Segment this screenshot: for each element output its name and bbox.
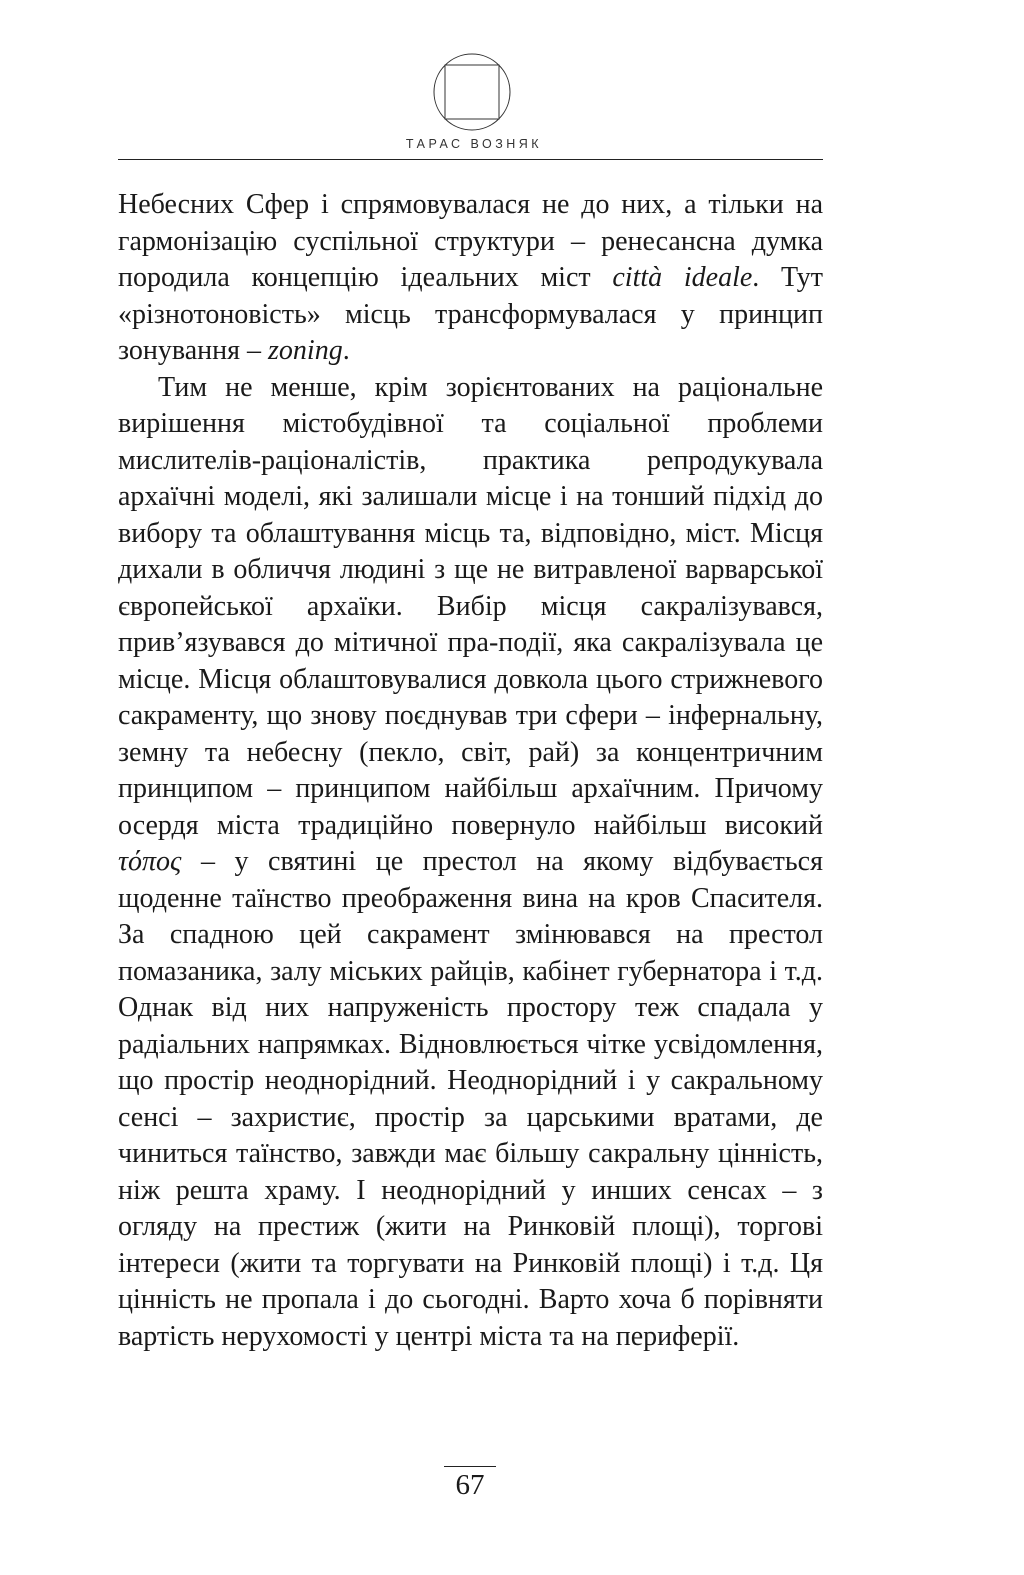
- header-rule: [118, 159, 823, 160]
- running-head: ТАРАС ВОЗНЯК: [405, 137, 543, 151]
- paragraph-1: Небесних Сфер і спрямовувалася не до них, а тільки на гармонізацію суспільної структури – ренесансна думка породила концепцію ідеальних міст città ideale. Тут «різнотоновість» місць трансформувалася у принцип зонування – zoning.: [118, 189, 823, 366]
- italic-term: zoning: [268, 335, 343, 366]
- circle-square-emblem-icon: [432, 52, 512, 132]
- italic-term: τόπος: [118, 846, 182, 877]
- page-number: 67: [444, 1466, 496, 1502]
- body-text: [118, 187, 823, 1355]
- italic-term: città ideale: [612, 262, 753, 293]
- paragraph-2: Тим не менше, крім зорієнтованих на раціональне вирішення містобудівної та соціальної проблеми мислителів-раціоналістів, практика репродукувала архаїчні моделі, які залишали місце і на тонший підхід до вибору та облаштування місць та, відповідно, міст. Місця дихали в обличчя людині з ще не витравленої варварської європейської архаїки. Вибір місця сакралізувався, прив’язувався до мітичної пра-події, яка сакралізувала це місце. Місця облаштовувалися довкола цього стрижневого сакраменту, що знову поєднував три сфери – інфернальну, земну та небесну (пекло, світ, рай) за концентричним принципом – принципом найбільш архаїчним. Причому осердя міста традиційно повернуло найбільш високий τόπος – у святині це престол на якому відбувається щоденне таїнство преображення вина на кров Спасителя. За спадною цей сакрамент змінювався на престол помазаника, залу міських райців, кабінет губернатора і т.д. Однак від них напруженість простору теж спадала у радіальних напрямках. Відновлюється чітке усвідомлення, що простір неоднорідний. Неоднорідний і у сакральному сенсі – захристиє, простір за царськими вратами, де чиниться таїнство, завжди має більшу сакральну цінність, ніж решта храму. І неоднорідний у инших сенсах – з огляду на престиж (жити на Ринковій площі), торгові інтереси (жити та торгувати на Ринковій площі) і т.д. Ця цінність не пропала і до сьогодні. Варто хоча б порівняти вартість нерухомості у центрі міста та на периферії.: [118, 371, 823, 1352]
